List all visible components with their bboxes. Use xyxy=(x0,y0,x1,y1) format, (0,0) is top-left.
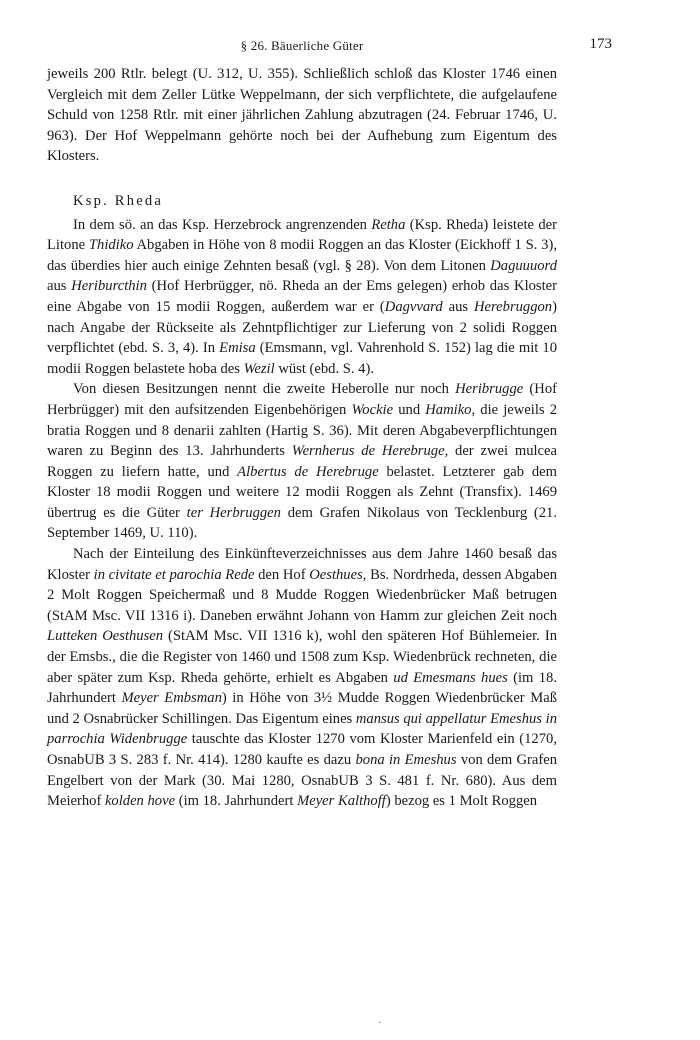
italic-term: Wernherus de Herebruge xyxy=(291,443,445,460)
italic-term: ter Herbruggen xyxy=(186,504,281,521)
paragraph: Nach der Einteilung des Einkünfteverzeichnisses aus dem Jahre 1460 besaß das Kloster in civitate et parochia Rede den Hof Oesthues, Bs. Nordrheda, dessen Abgaben 2 Molt Roggen Speichermaß und 8 Mudde Roggen Wiedenbrücker Maß betrugen (StAM Msc. VII 1316 i). Daneben erwähnt Johann von Hamm zur gleichen Zeit noch Lutteken Oesthusen (StAM Msc. VII 1316 k), wohl den späteren Hof Bühlemeier. In der Emsbs., die die Register von 1460 und 1508 zum Ksp. Wiedenbrück rechneten, die aber später zum Ksp. Rheda gehörte, erhielt es Abgaben ud Emesmans hues (im 18. Jahrhundert Meyer Embsman) in Höhe von 3½ Mudde Roggen Wiedenbrücker Maß und 2 Osnabrücker Schillingen. Das Eigentum eines mansus qui appellatur Emeshus in parrochia Widenbrugge tauschte das Kloster 1270 vom Kloster Marienfeld ein (1270, OsnabUB 3 S. 283 f. Nr. 414). 1280 kaufte es dazu bona in Emeshus von dem Grafen Engelbert von der Mark (30. Mai 1280, OsnabUB 3 S. 481 f. Nr. 680). Aus dem Meierhof kolden hove (im 18. Jahrhundert Meyer Kalthoff) bezog es 1 Molt Roggen xyxy=(47,546,557,810)
paragraph: Von diesen Besitzungen nennt die zweite Heberolle nur noch Heribrugge (Hof Herbrügger) mit den aufsitzenden Eigenbehörigen Wockie und Hamiko, die jeweils 2 bratia Roggen und 8 denarii zahlten (Hartig S. 36). Mit deren Abgabeverpflichtungen waren zu Beginn des 13. Jahrhunderts Wernherus de Herebruge, der zwei mulcea Roggen zu liefern hatte, und Albertus de Herebruge belastet. Letzterer gab dem Kloster 18 modii Roggen und weitere 12 modii Roggen als Zehnt (Transfix). 1469 übertrug es die Güter ter Herbruggen dem Grafen Nikolaus von Tecklenburg (21. September 1469, U. 110). xyxy=(47,381,558,542)
italic-term: Oesthues xyxy=(309,566,363,583)
italic-term: Dagvvard xyxy=(384,298,443,315)
italic-term: Thidiko xyxy=(88,237,134,254)
italic-term: Herebruggon xyxy=(474,298,553,315)
italic-term: Lutteken Oesthusen xyxy=(47,628,164,645)
italic-term: Heriburcthin xyxy=(71,278,147,295)
italic-term: Heribrugge xyxy=(455,381,524,398)
section-heading: Ksp. Rheda xyxy=(73,192,164,209)
page-number: 173 xyxy=(589,36,612,52)
italic-term: Daguuuord xyxy=(490,257,557,274)
italic-term: Retha xyxy=(371,216,406,233)
italic-term: Albertus de Herebruge xyxy=(237,463,379,480)
italic-term: in civitate et parochia Rede xyxy=(93,566,255,583)
italic-term: kolden hove xyxy=(104,793,176,810)
body-text xyxy=(47,64,557,812)
italic-term: Hamiko xyxy=(425,401,472,418)
italic-term: mansus qui appellatur Emeshus in parrochia Widenbrugge xyxy=(47,710,557,748)
paragraph: jeweils 200 Rtlr. belegt (U. 312, U. 355). Schließlich schloß das Kloster 1746 einen Vergleich mit dem Zeller Lütke Weppelmann, der sich verpflichtete, die aufgelaufene Schuld von 1258 Rtlr. mit einer jährlichen Zahlung abzutragen (24. Februar 1746, U. 963). Der Hof Weppelmann gehörte noch bei der Aufhebung zum Eigentum des Klosters. xyxy=(47,66,557,165)
italic-term: Emisa xyxy=(219,340,256,357)
italic-term: ud Emesmans hues xyxy=(393,669,508,686)
running-head: § 26. Bäuerliche Güter xyxy=(240,38,364,53)
italic-term: Meyer Kalthoff xyxy=(297,793,386,810)
footer-mark: · xyxy=(378,1018,382,1029)
italic-term: Wockie xyxy=(351,401,394,418)
italic-term: bona in Emeshus xyxy=(355,752,457,768)
paragraph: In dem sö. an das Ksp. Herzebrock angrenzenden Retha (Ksp. Rheda) leistete der Litone Thidiko Abgaben in Höhe von 8 modii Roggen an das Kloster (Eickhoff 1 S. 3), das überdies hier auch einige Zehnten besaß (vgl. § 28). Von dem Litonen Daguuuord aus Heriburcthin (Hof Herbrügger, nö. Rheda an der Ems gelegen) erhob das Kloster eine Abgabe von 15 modii Roggen, außerdem war er (Dagvvard aus Herebruggon) nach Angabe der Rückseite als Zehntpflichtiger zur Lieferung von 2 solidi Roggen verpflichtet (ebd. S. 3, 4). In Emisa (Emsmann, vgl. Vahrenhold S. 152) lag die mit 10 modii Roggen belastete hoba des Wezil wüst (ebd. S. 4). xyxy=(47,216,558,377)
italic-term: Wezil xyxy=(243,360,275,377)
italic-term: Meyer Embsman xyxy=(121,690,222,707)
